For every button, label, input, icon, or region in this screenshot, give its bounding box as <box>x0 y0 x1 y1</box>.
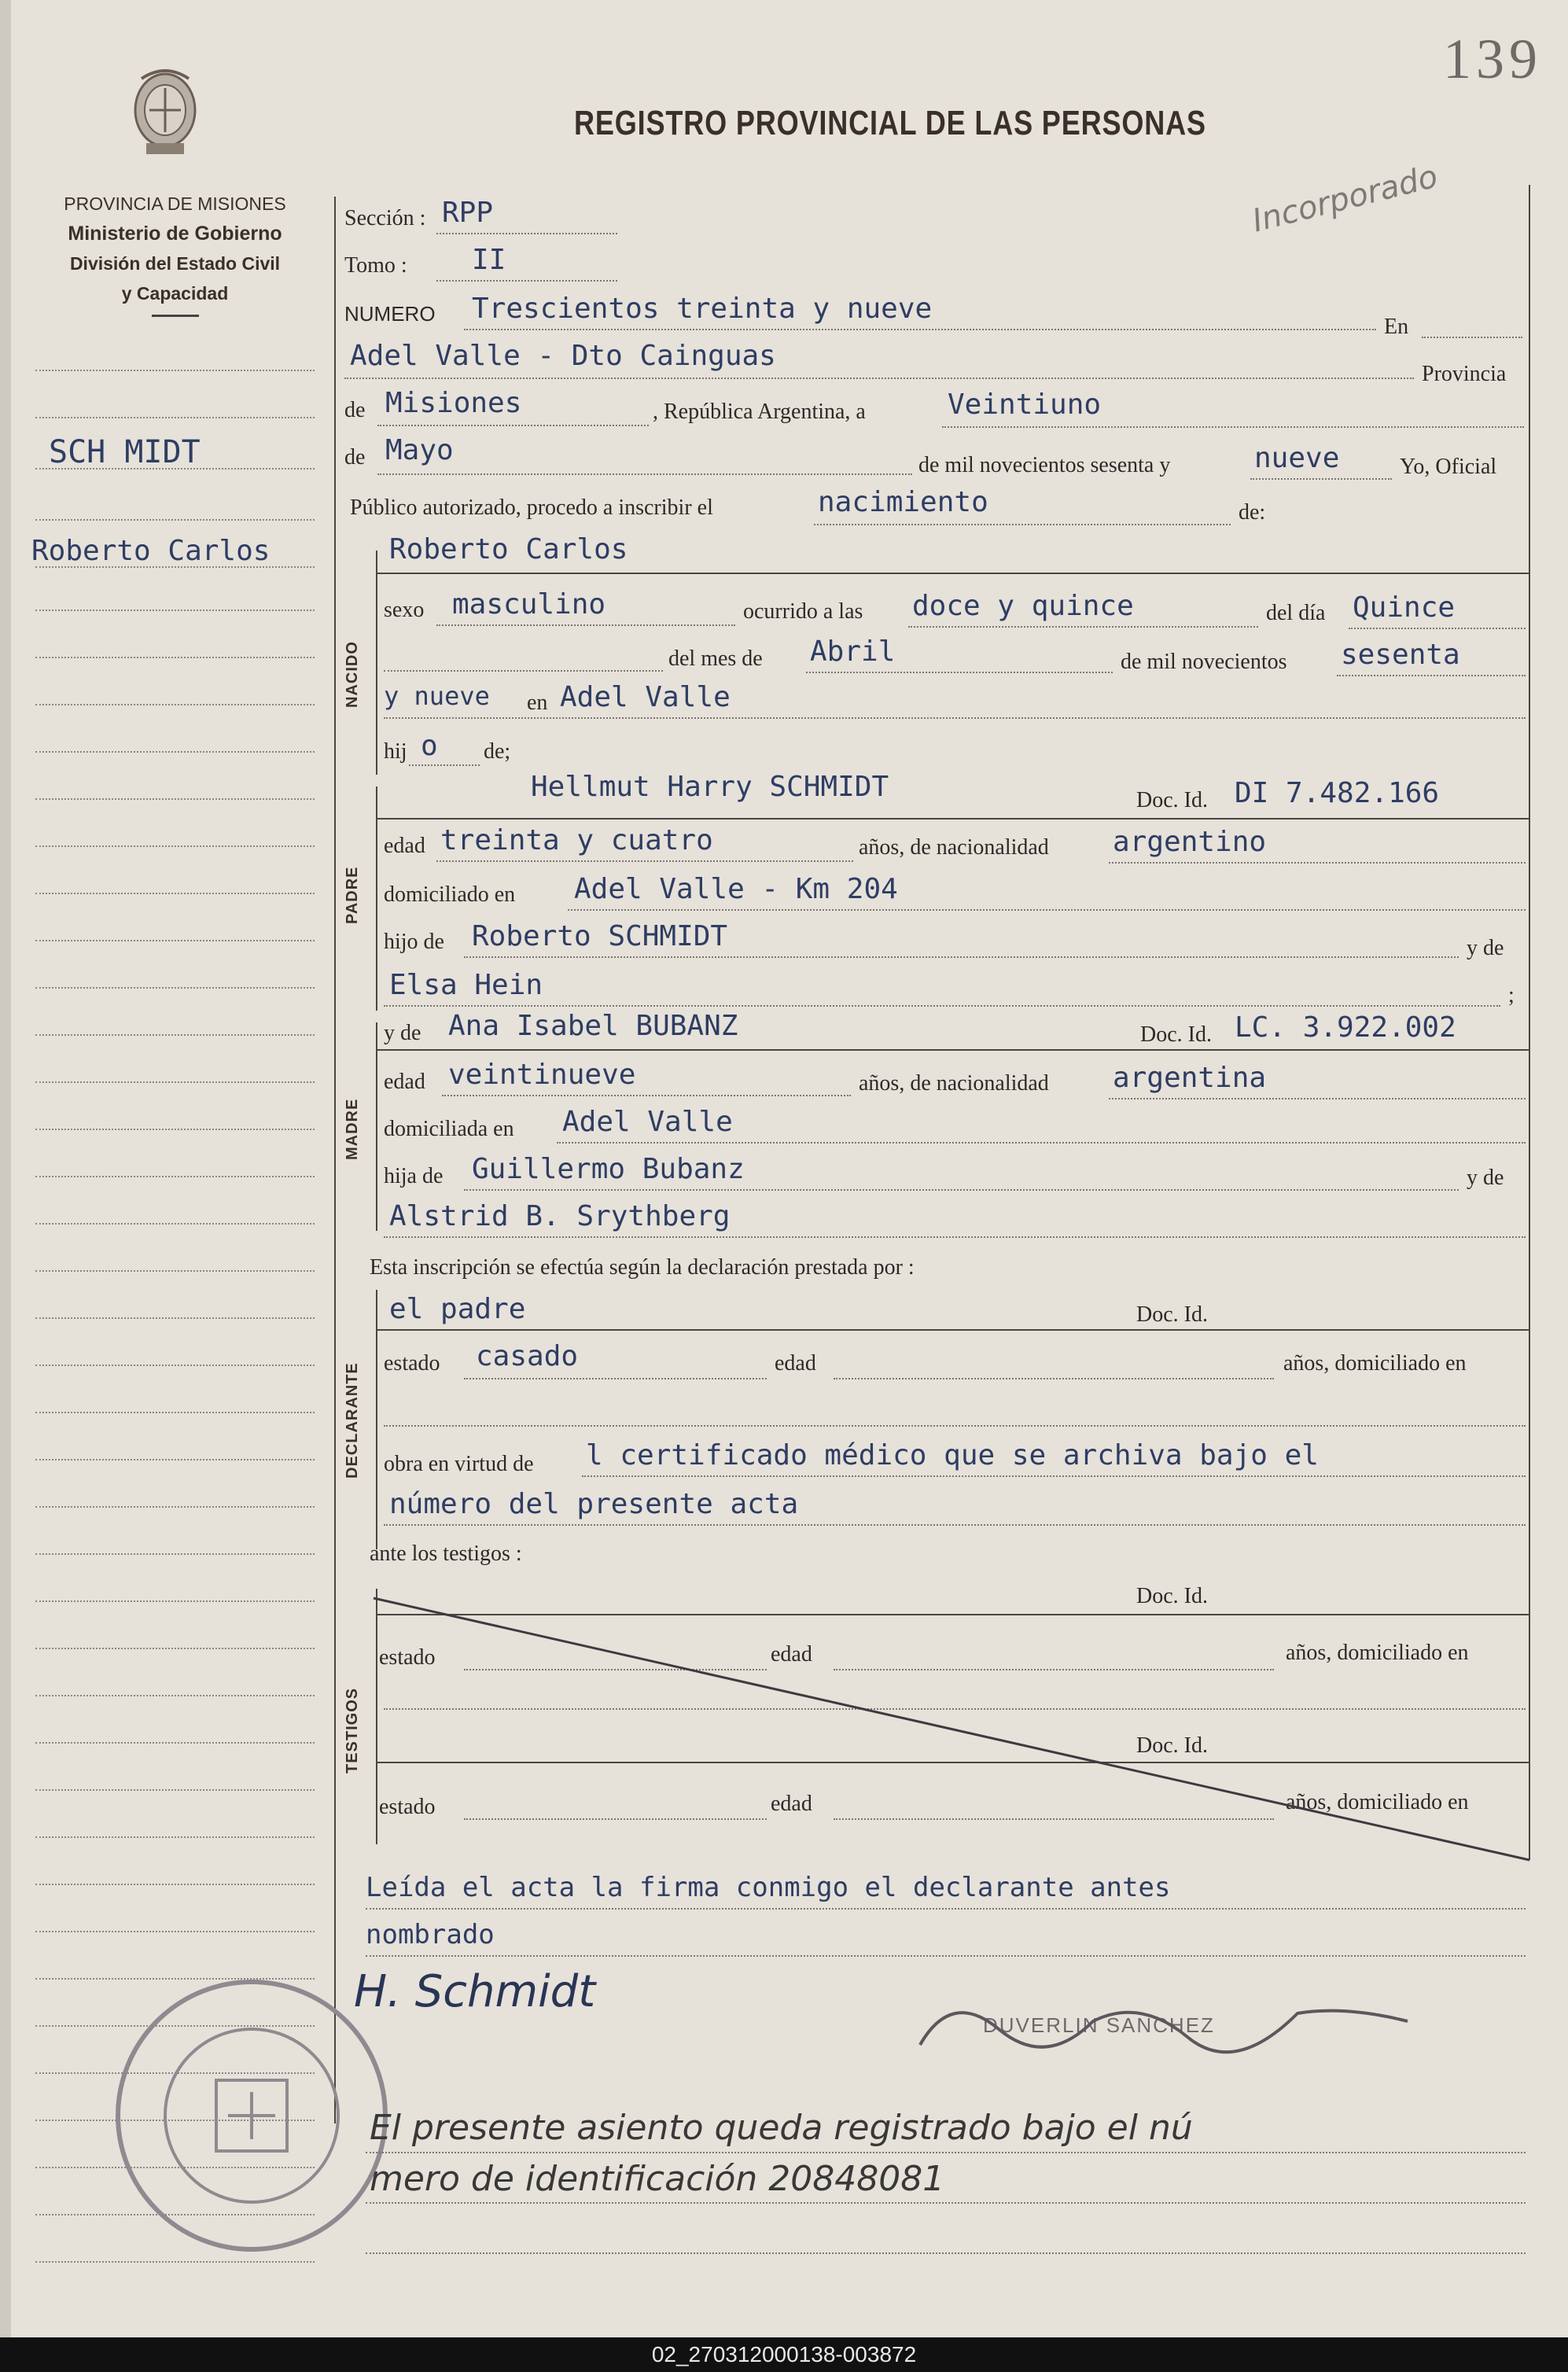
padre-bracket <box>376 786 377 1011</box>
padre-semicolon: ; <box>1508 983 1515 1007</box>
seccion-label: Sección : <box>344 206 426 230</box>
numero-label: NUMERO <box>344 302 436 326</box>
madre-section-label: MADRE <box>344 1098 361 1160</box>
lugar-value: Adel Valle - Dto Cainguas <box>350 340 776 372</box>
ministry-line: Ministerio de Gobierno <box>68 223 282 245</box>
declarante-doc-label: Doc. Id. <box>1136 1302 1208 1327</box>
declarante-section-label: DECLARANTE <box>344 1362 361 1479</box>
province-line: PROVINCIA DE MISIONES <box>64 193 286 214</box>
padre-doc-label: Doc. Id. <box>1136 788 1208 812</box>
capacity-line: y Capacidad <box>121 283 229 304</box>
en-label: En <box>1384 315 1409 339</box>
madre-nombre: Ana Isabel BUBANZ <box>448 1010 738 1042</box>
madre-bracket <box>376 1022 377 1231</box>
oficial-stamp: DUVERLIN SANCHEZ <box>983 2013 1215 2037</box>
round-registry-stamp <box>110 1974 393 2257</box>
mil-novecientos-label: de mil novecientos <box>1121 650 1287 674</box>
padre-y-de-label: y de <box>1467 936 1504 960</box>
madre-hija-de-value: Guillermo Bubanz <box>472 1153 745 1185</box>
hijo-value: o <box>421 730 438 762</box>
hora-value: doce y quince <box>912 590 1134 622</box>
anio-value: nueve <box>1254 442 1340 474</box>
padre-nacionalidad-value: argentino <box>1113 826 1267 858</box>
margin-given-names: Roberto Carlos <box>31 535 271 567</box>
madre-y-de2-label: y de <box>1467 1166 1504 1190</box>
testigo1-estado-label: estado <box>379 1645 436 1670</box>
madre-abuela-value: Alstrid B. Srythberg <box>389 1200 731 1232</box>
declarante-nombre: el padre <box>389 1293 526 1325</box>
obra-value: l certificado médico que se archiva bajo el <box>586 1439 1319 1471</box>
tomo-label: Tomo : <box>344 253 407 278</box>
divider <box>152 315 199 317</box>
madre-edad-value: veintinueve <box>448 1059 636 1091</box>
margin-surname: SCH MIDT <box>49 434 201 470</box>
margin-annotation: Incorporado <box>1249 158 1441 240</box>
de-label: de <box>344 398 366 422</box>
testigo2-edad-label: edad <box>771 1792 812 1816</box>
form-left-border <box>334 197 336 2123</box>
padre-nombre: Hellmut Harry SCHMIDT <box>531 771 889 803</box>
republica-label: , República Argentina, a <box>653 400 866 424</box>
publico-label: Público autorizado, procedo a inscribir el <box>350 495 713 520</box>
ante-testigos-label: ante los testigos : <box>370 1541 522 1566</box>
seccion-value: RPP <box>442 197 494 229</box>
mes-value: Mayo <box>385 434 454 466</box>
issuer-header <box>24 189 326 317</box>
acto-value: nacimiento <box>818 486 988 518</box>
padre-edad-label: edad <box>384 834 425 858</box>
madre-nacionalidad-value: argentina <box>1113 1062 1267 1094</box>
padre-edad-value: treinta y cuatro <box>440 824 713 856</box>
leida-value: Leída el acta la firma conmigo el declarante antes <box>366 1872 1171 1903</box>
madre-doc-value: LC. 3.922.002 <box>1235 1011 1456 1044</box>
del-dia-label: del día <box>1266 601 1326 625</box>
padre-madre-value: Elsa Hein <box>389 969 543 1001</box>
padre-domicilio-label: domiciliado en <box>384 882 516 907</box>
oficial-label: Yo, Oficial <box>1400 455 1497 479</box>
nacido-nombre: Roberto Carlos <box>389 533 628 565</box>
firma-declarante: H. Schmidt <box>354 1966 596 2017</box>
de2-label: de <box>344 445 366 470</box>
nota-value: El presente asiento queda registrado bajo el nú <box>370 2108 1193 2148</box>
testigo2-doc-label: Doc. Id. <box>1136 1733 1208 1758</box>
testigo2-estado-label: estado <box>379 1795 436 1819</box>
scan-identifier: 02_270312000138-003872 <box>0 2337 1568 2372</box>
testigo2-domicilio-label: años, domiciliado en <box>1286 1790 1469 1814</box>
padre-nacionalidad-label: años, de nacionalidad <box>859 835 1049 860</box>
obra-value-2: número del presente acta <box>389 1488 799 1520</box>
testigos-strike-line <box>370 1597 1533 1864</box>
lugar-nacimiento-value: Adel Valle <box>560 681 731 713</box>
testigo1-edad-label: edad <box>771 1642 812 1667</box>
madre-hija-de-label: hija de <box>384 1164 444 1188</box>
declarante-estado-value: casado <box>476 1340 579 1372</box>
declarante-edad-label: edad <box>775 1351 816 1376</box>
madre-doc-label: Doc. Id. <box>1140 1022 1212 1047</box>
tomo-value: II <box>472 244 506 276</box>
division-line: División del Estado Civil <box>69 253 281 274</box>
declarante-domicilio-label: años, domiciliado en <box>1283 1351 1467 1376</box>
madre-edad-label: edad <box>384 1070 425 1094</box>
dia-nacimiento-value: Quince <box>1353 591 1456 624</box>
oficial-signature <box>904 1982 1423 2068</box>
nacido-section-label: NACIDO <box>344 641 361 708</box>
sexo-label: sexo <box>384 598 425 622</box>
testigos-section-label: TESTIGOS <box>344 1687 361 1773</box>
madre-domicilio-value: Adel Valle <box>562 1106 733 1138</box>
provincia-label: Provincia <box>1422 362 1507 386</box>
anio-label: de mil novecientos sesenta y <box>918 453 1171 477</box>
del-mes-label: del mes de <box>668 646 763 671</box>
anio2-value: y nueve <box>384 681 490 711</box>
provincia-value: Misiones <box>385 387 522 419</box>
declarante-estado-label: estado <box>384 1351 440 1376</box>
nacido-bracket <box>376 551 377 775</box>
dia-value: Veintiuno <box>948 389 1102 421</box>
hijo-label: hij <box>384 739 407 764</box>
mes-nacimiento-value: Abril <box>810 635 896 668</box>
padre-hijo-de-label: hijo de <box>384 930 444 954</box>
ocurrido-label: ocurrido a las <box>743 599 863 624</box>
padre-doc-value: DI 7.482.166 <box>1235 777 1440 809</box>
nombrado-value: nombrado <box>366 1919 495 1950</box>
madre-domicilio-label: domiciliada en <box>384 1117 514 1141</box>
de3-label: de: <box>1239 500 1266 525</box>
numero-value: Trescientos treinta y nueve <box>472 293 933 325</box>
declarante-intro: Esta inscripción se efectúa según la declaración prestada por : <box>370 1255 915 1280</box>
nota-value-2: mero de identificación 20848081 <box>370 2159 945 2199</box>
obra-label: obra en virtud de <box>384 1452 534 1476</box>
en-nacimiento-label: en <box>527 691 548 715</box>
padre-hijo-de-value: Roberto SCHMIDT <box>472 920 728 952</box>
anio-nacimiento-value: sesenta <box>1341 639 1460 671</box>
padre-domicilio-value: Adel Valle - Km 204 <box>574 873 898 905</box>
testigo1-doc-label: Doc. Id. <box>1136 1584 1208 1608</box>
page-number: 139 <box>1443 28 1542 90</box>
padre-section-label: PADRE <box>344 866 361 924</box>
testigo1-domicilio-label: años, domiciliado en <box>1286 1641 1469 1665</box>
coat-of-arms-seal <box>126 64 204 167</box>
sexo-value: masculino <box>452 588 606 621</box>
hijo-de-label: de; <box>484 739 511 764</box>
madre-y-de-label: y de <box>384 1021 421 1045</box>
document-title: REGISTRO PROVINCIAL DE LAS PERSONAS <box>574 104 1206 142</box>
madre-nacionalidad-label: años, de nacionalidad <box>859 1071 1049 1096</box>
